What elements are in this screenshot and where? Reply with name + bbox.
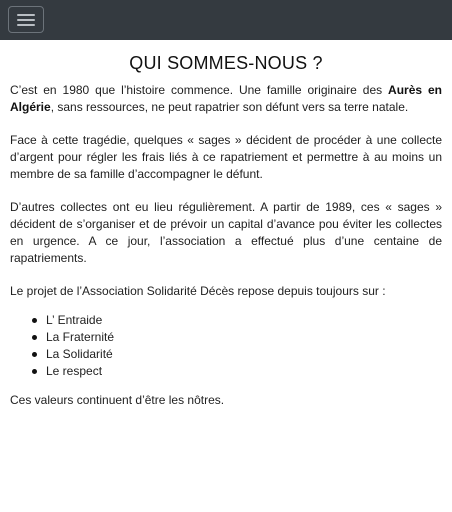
tragedy-paragraph: Face à cette tragédie, quelques « sages » décident de procéder à une collecte d’argent pour régler les frais liés à ce rapatriement et permettre à au moins un membre de sa famille d’accompagner le défunt. [10, 133, 442, 181]
top-navbar [0, 0, 452, 40]
hamburger-menu-icon-bar [17, 19, 35, 21]
intro-highlight: Aurès en Algérie [10, 83, 442, 114]
list-item [46, 346, 442, 363]
intro-text-end: , sans ressources, ne peut rapatrier son défunt vers sa terre natale. [50, 100, 409, 114]
list-item-label: La Solidarité [46, 347, 113, 361]
list-item [46, 363, 442, 380]
list-item [46, 312, 442, 329]
list-item-label: L’ Entraide [46, 313, 103, 327]
main-content [10, 52, 442, 425]
list-item-label: La Fraternité [46, 330, 115, 344]
list-item-label: Le respect [46, 364, 103, 378]
bullet-icon [32, 369, 37, 374]
navbar-toggle-button[interactable] [8, 6, 44, 33]
list-item [46, 329, 442, 346]
history-paragraph: D’autres collectes ont eu lieu régulièrement. A partir de 1989, ces « sages » décident de s’organiser et de prévoir un capital d’avance pou éviter les collectes en urgence. A ce jour, l’association a effectué plus d’une centaine de rapatriements. [10, 200, 442, 265]
project-paragraph: Le projet de l’Association Solidarité Décès repose depuis toujours sur : [10, 284, 386, 298]
bullet-icon [32, 318, 37, 323]
page-title: QUI SOMMES-NOUS ? [129, 53, 323, 73]
intro-text-start: C’est en 1980 que l’histoire commence. Une famille originaire des [10, 83, 389, 97]
values-list [10, 312, 442, 380]
intro-paragraph [10, 82, 442, 116]
hamburger-menu-icon-bar [17, 24, 35, 26]
bullet-icon [32, 335, 37, 340]
hamburger-menu-icon [17, 14, 35, 16]
bullet-icon [32, 352, 37, 357]
closing-paragraph: Ces valeurs continuent d’être les nôtres. [10, 393, 225, 407]
